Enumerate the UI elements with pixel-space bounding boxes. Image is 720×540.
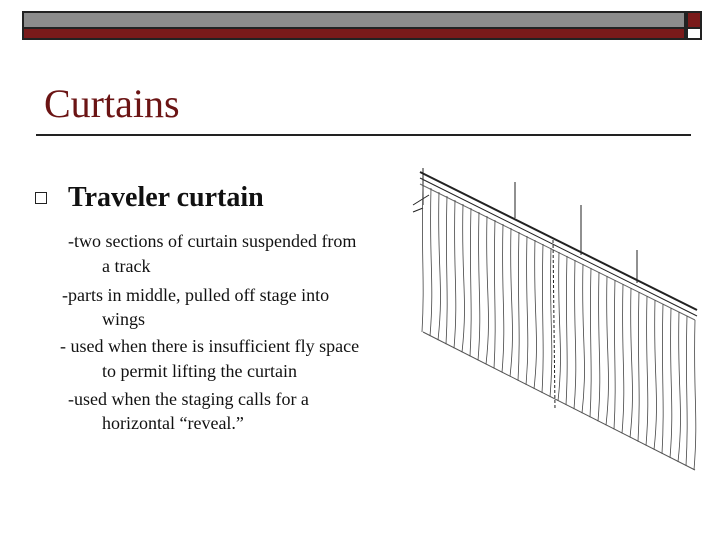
curtain-fold-line — [686, 316, 687, 466]
curtain-fold-line — [614, 280, 615, 429]
curtain-fold-line — [478, 212, 480, 360]
curtain-fold-line — [470, 208, 471, 356]
curtain-fold-line — [630, 288, 632, 438]
curtain-fold-line — [582, 264, 584, 413]
curtain-fold-line — [510, 228, 512, 377]
curtain-fold-line — [534, 240, 536, 389]
title-divider — [36, 134, 691, 136]
curtain-fold-line — [422, 184, 423, 332]
bullet-heading: Traveler curtain — [68, 182, 264, 213]
curtain-fold-line — [494, 220, 495, 369]
body-line: a track — [102, 256, 151, 276]
curtain-fold-line — [574, 260, 576, 409]
body-line: wings — [102, 309, 146, 329]
body-line: - used when there is insufficient fly space — [60, 336, 360, 356]
curtain-fold-line — [430, 188, 432, 336]
curtain-fold-line — [662, 304, 663, 454]
curtain-fold-line — [558, 252, 560, 401]
curtain-fold-line — [454, 200, 456, 348]
header-corner-box-bottom — [686, 29, 702, 40]
curtain-fold-line — [694, 320, 696, 470]
body-line: -used when the staging calls for a — [68, 389, 309, 409]
curtain-fold-line — [486, 216, 488, 364]
curtain-fold-line — [638, 292, 639, 442]
curtain-fold-line — [542, 244, 543, 393]
curtain-fold-line — [462, 204, 464, 352]
curtain-fold-line — [590, 268, 591, 417]
curtain-fold-line — [654, 300, 656, 450]
curtain-fold-line — [446, 196, 447, 344]
curtain-fold-line — [598, 272, 600, 421]
curtain-fold-line — [502, 224, 504, 373]
curtain-fold-line — [518, 232, 519, 381]
curtain-fold-line — [622, 284, 624, 433]
curtain-fold-line — [646, 296, 648, 446]
hollow-square-bullet-icon — [35, 192, 47, 204]
curtain-fold-line — [550, 248, 552, 397]
curtain-fold-line — [526, 236, 528, 385]
curtain-fold-line — [670, 308, 672, 458]
header-decor-bar — [22, 11, 686, 29]
body-line: -parts in middle, pulled off stage into — [62, 285, 330, 305]
header-corner-box-top — [686, 11, 702, 29]
curtain-fold-line — [566, 256, 567, 405]
curtain-fold-line — [438, 192, 440, 340]
curtain-fold-line — [606, 276, 608, 425]
slide-title: Curtains — [44, 81, 180, 126]
traveler-curtain-drawing — [405, 160, 705, 480]
curtain-fold-line — [678, 312, 680, 462]
body-line: -two sections of curtain suspended from — [68, 231, 357, 251]
body-line: to permit lifting the curtain — [102, 361, 297, 381]
body-line: horizontal “reveal.” — [102, 413, 244, 433]
header-accent-bar — [22, 29, 686, 40]
